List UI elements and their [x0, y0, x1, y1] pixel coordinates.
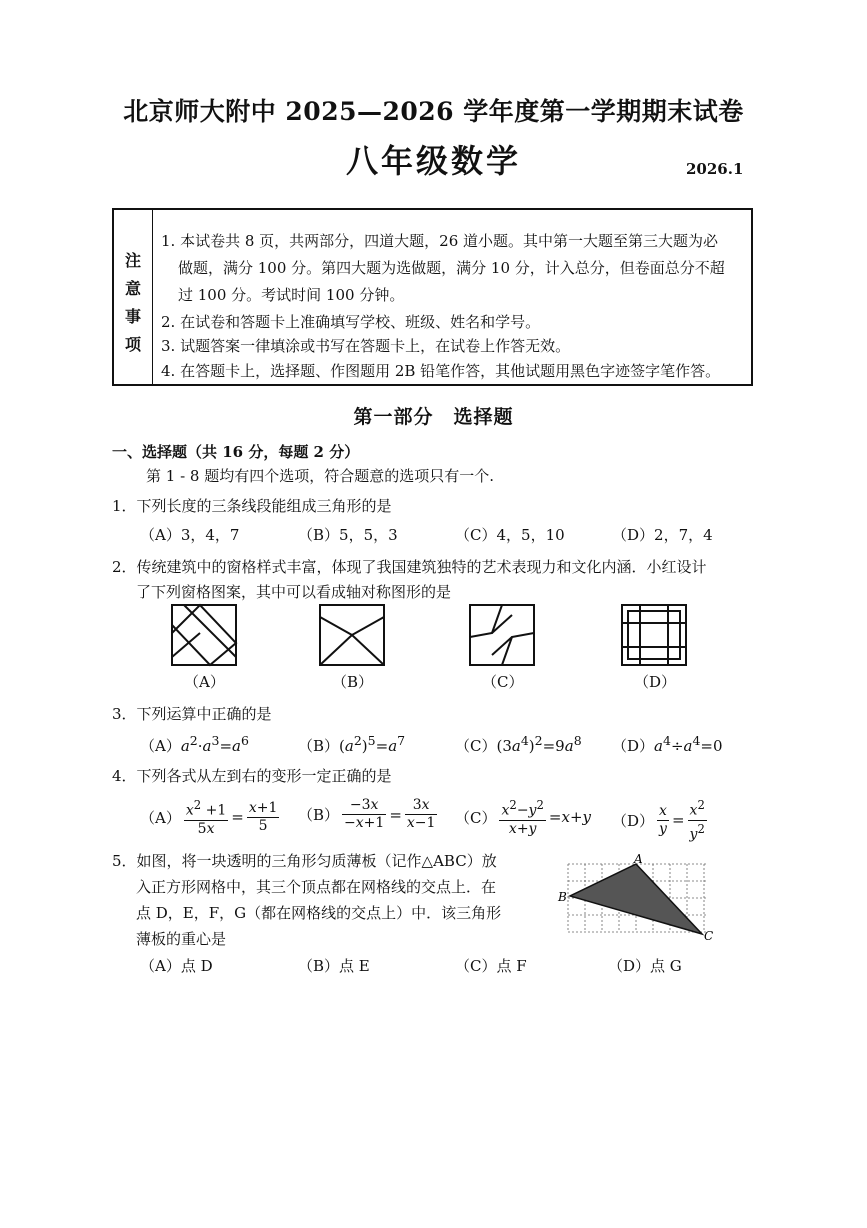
notice-line: 1. 本试卷共 8 页，共两部分，四道大题，26 道小题。其中第一大题至第三大题为必 — [161, 232, 719, 250]
q2-stem: 2．传统建筑中的窗格样式丰富，体现了我国建筑独特的艺术表现力和文化内涵．小红设计 — [112, 558, 707, 576]
q1-option-d: （D）2，7，4 — [612, 526, 713, 544]
notice-heading-char: 事 — [125, 307, 142, 326]
q1-option-c: （C）4，5，10 — [455, 526, 565, 544]
q3-option-c: $(C)(3a^4)^2=9a^8$ — [455, 733, 582, 755]
notice-line: 4. 在答题卡上，选择题、作图题用 2B 铅笔作答，其他试题用黑色字迹签字笔作答。 — [161, 362, 721, 380]
q1-option-b: （B）5，5，3 — [298, 526, 398, 544]
notice-line: 过 100 分。考试时间 100 分钟。 — [178, 286, 405, 304]
q5-stem-cont: 入正方形网格中，其三个顶点都在网格线的交点上．在 — [136, 878, 497, 896]
section-instruction: 第 1 - 8 题均有四个选项，符合题意的选项只有一个. — [146, 467, 494, 485]
vertex-c-label: C — [704, 929, 714, 943]
notice-heading-char: 项 — [125, 335, 142, 354]
q4-option-c: （C） $\frac{x^2-y^2}{x+y}$ =x+y — [455, 798, 591, 837]
vertex-a-label: A — [634, 854, 643, 866]
notice-heading-char: 意 — [125, 279, 142, 298]
notice-line: 做题，满分 100 分。第四大题为选做题，满分 10 分，计入总分，但卷面总分不超 — [178, 259, 725, 277]
q2-label-d: （D） — [634, 673, 677, 691]
exam-subject: 八年级数学 — [345, 142, 521, 180]
window-pattern-c — [468, 603, 538, 667]
q3-label-a: （A） — [140, 737, 181, 755]
q3-label-b: （B） — [298, 737, 340, 755]
q3-option-b: $(B)(a^2)^5=a^7$ — [298, 733, 406, 755]
q5-option-a: （A）点 D — [140, 957, 213, 975]
q4-option-d: （D） $\frac{x}{y}$ = $\frac{x^2}{y^2}$ — [612, 798, 705, 843]
q2-label-b: （B） — [332, 673, 374, 691]
q5-option-b: （B）点 E — [298, 957, 370, 975]
q5-stem: 5．如图，将一块透明的三角形匀质薄板（记作△ABC）放 — [112, 852, 497, 870]
q3-label-c: （C） — [455, 737, 497, 755]
q3-option-a: $(A)a^2\cdot a^3=a^6$ — [140, 733, 249, 755]
notice-heading-char: 注 — [125, 251, 142, 270]
part-title: 第一部分 选择题 — [353, 406, 514, 428]
q4-stem: 4．下列各式从左到右的变形一定正确的是 — [112, 767, 392, 785]
window-pattern-a — [170, 603, 240, 667]
q3-label-d: （D） — [612, 737, 655, 755]
q1-option-a: （A）3，4，7 — [140, 526, 240, 544]
q5-grid-figure — [556, 854, 716, 944]
q5-stem-cont: 点 D，E，F，G（都在网格线的交点上）中．该三角形 — [136, 904, 502, 922]
q2-stem-cont: 了下列窗格图案，其中可以看成轴对称图形的是 — [136, 583, 452, 601]
q4-label-d: （D） — [612, 811, 655, 830]
notice-heading — [114, 210, 153, 384]
q5-stem-cont: 薄板的重心是 — [136, 930, 227, 948]
q1-stem: 1．下列长度的三条线段能组成三角形的是 — [112, 497, 392, 515]
notice-box — [112, 208, 753, 386]
q3-option-d: $(D)a^4\div a^4=0$ — [612, 733, 723, 755]
q4-label-b: （B） — [298, 806, 340, 824]
section-heading: 一、选择题（共 16 分，每题 2 分） — [112, 443, 360, 461]
notice-line: 3. 试题答案一律填涂或书写在答题卡上，在试卷上作答无效。 — [161, 337, 571, 355]
q2-label-c: （C） — [482, 673, 524, 691]
q4-label-a: （A） — [140, 808, 181, 827]
q4-label-c: （C） — [455, 808, 497, 827]
q5-option-c: （C）点 F — [455, 957, 527, 975]
q3-stem: 3．下列运算中正确的是 — [112, 705, 272, 723]
q5-option-d: （D）点 G — [608, 957, 682, 975]
window-pattern-b — [318, 603, 388, 667]
q2-label-a: （A） — [184, 673, 225, 691]
exam-title: 北京师大附中 2025—2026 学年度第一学期期末试卷 — [123, 97, 744, 126]
window-pattern-d — [620, 603, 690, 667]
notice-line: 2. 在试卷和答题卡上准确填写学校、班级、姓名和学号。 — [161, 313, 541, 331]
exam-date: 2026.1 — [686, 160, 744, 178]
q4-option-a: （A） $\frac{x^2 +1}{5x}$ = $\frac{x+1}{5}$ — [140, 798, 278, 837]
vertex-b-label: B — [558, 890, 567, 904]
q4-option-b: （B） $\frac{-3x}{-x+1}$ = $\frac{3x}{x-1}$ — [298, 797, 436, 831]
